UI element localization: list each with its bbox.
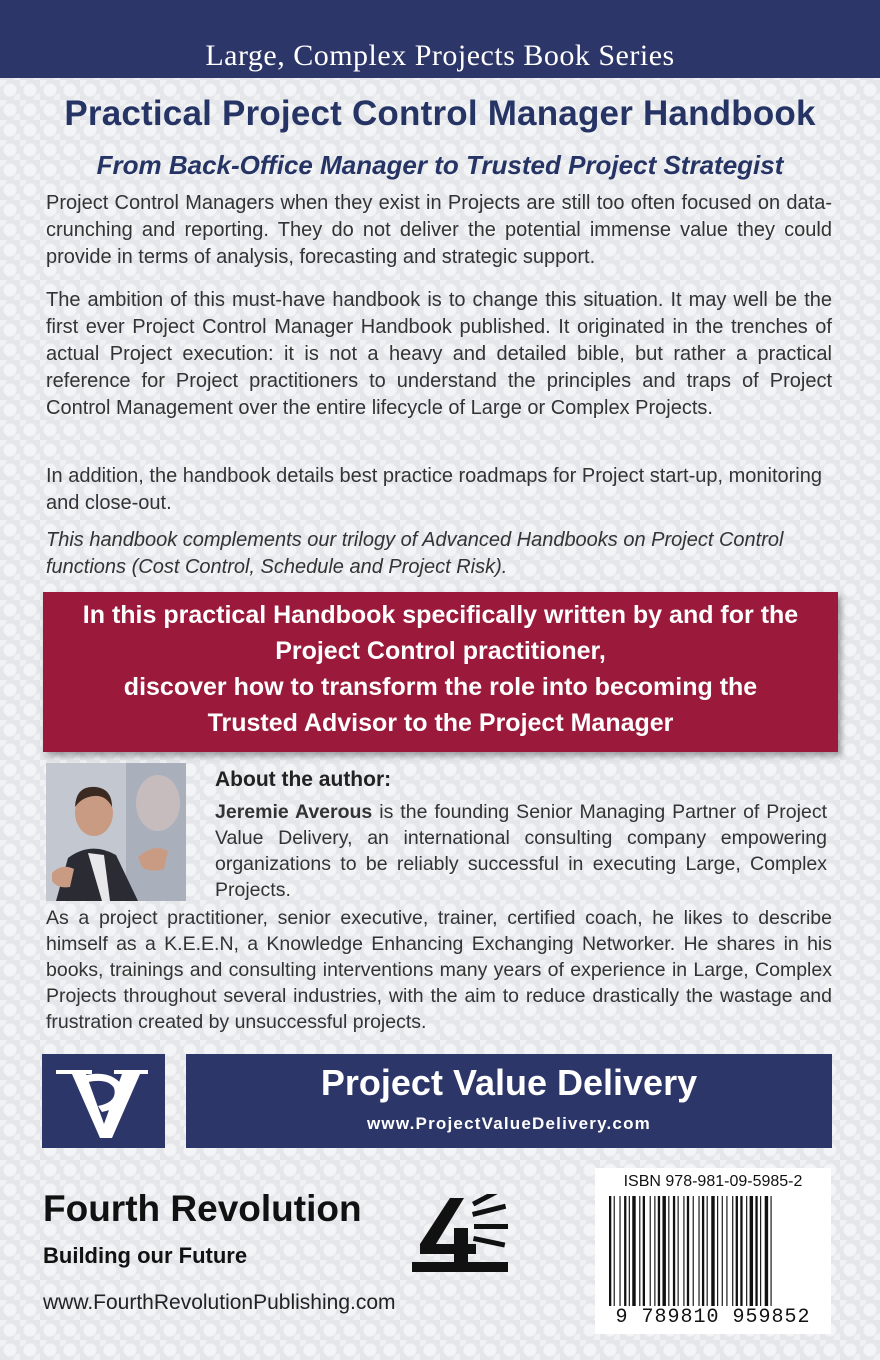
book-title: Practical Project Control Manager Handbook xyxy=(64,94,816,133)
callout-line: Trusted Advisor to the Project Manager xyxy=(207,709,674,737)
author-bio-intro xyxy=(215,799,827,903)
description-paragraph-1: Project Control Managers when they exist in Projects are still too often focused on data-crunching and reporting. They do not deliver the potential immense value they could provide in terms of analysis, forecasting and strategic support. xyxy=(46,192,832,268)
pvd-name: Project Value Delivery xyxy=(320,1062,698,1103)
publisher-url[interactable]: www.FourthRevolutionPublishing.com xyxy=(43,1291,396,1314)
pvd-logo xyxy=(42,1054,165,1148)
author-photo xyxy=(46,763,186,901)
description-paragraph-3: In addition, the handbook details best practice roadmaps for Project start-up, monitoring and close-out. xyxy=(46,465,822,514)
barcode-bars xyxy=(607,1196,819,1308)
pvd-monogram-icon xyxy=(42,1054,165,1148)
publisher-name: Fourth Revolution xyxy=(43,1188,362,1229)
description-paragraph-2: The ambition of this must-have handbook is to change this situation. It may well be the first ever Project Control Manager Handbook published. It originated in the trenches of actual Project execution: it is not a heavy and detailed bible, but rather a practical reference for Project practitioners to understand the principles and traps of Project Control Management over the entire lifecycle of Large or Complex Projects. xyxy=(46,289,832,419)
book-subtitle: From Back-Office Manager to Trusted Project Strategist xyxy=(96,150,784,180)
callout-box xyxy=(43,592,838,752)
pvd-banner xyxy=(186,1054,832,1148)
publisher-tagline: Building our Future xyxy=(43,1243,248,1268)
isbn-barcode xyxy=(595,1168,831,1334)
author-portrait-image xyxy=(46,763,186,901)
callout-line: discover how to transform the role into becoming the xyxy=(123,673,758,701)
barcode-digits: 9 789810 959852 xyxy=(615,1306,811,1329)
author-name: Jeremie Averous xyxy=(215,801,373,823)
about-author-heading: About the author: xyxy=(215,768,392,791)
isbn-label: ISBN 978-981-09-5985-2 xyxy=(623,1173,803,1190)
series-banner xyxy=(0,0,880,78)
series-title: Large, Complex Projects Book Series xyxy=(205,39,675,72)
author-bio-detail: As a project practitioner, senior executive, trainer, certified coach, he likes to describe himself as a K.E.E.N, a Knowledge Enhancing Exchanging Networker. He shares in his books, trainings and consulting interventions many years of experience in Large, Complex Projects throughout several industries, with the aim to reduce drastically the wastage and frustration created by unsuccessful projects. xyxy=(46,907,832,1033)
pvd-url[interactable]: www.ProjectValueDelivery.com xyxy=(367,1114,651,1133)
callout-line: In this practical Handbook specifically written by and for the xyxy=(82,601,799,629)
description-paragraph-4: This handbook complements our trilogy of Advanced Handbooks on Project Control functions (Cost Control, Schedule and Project Risk). xyxy=(46,529,784,578)
callout-line: Project Control practitioner, xyxy=(275,637,606,665)
fourth-revolution-logo-icon xyxy=(412,1194,512,1278)
author-bio-intro-text: is the founding Senior Managing Partner of Project Value Delivery, an international consulting company empowering organizations to be reliably successful in executing Large, Complex Projects. xyxy=(215,801,827,901)
